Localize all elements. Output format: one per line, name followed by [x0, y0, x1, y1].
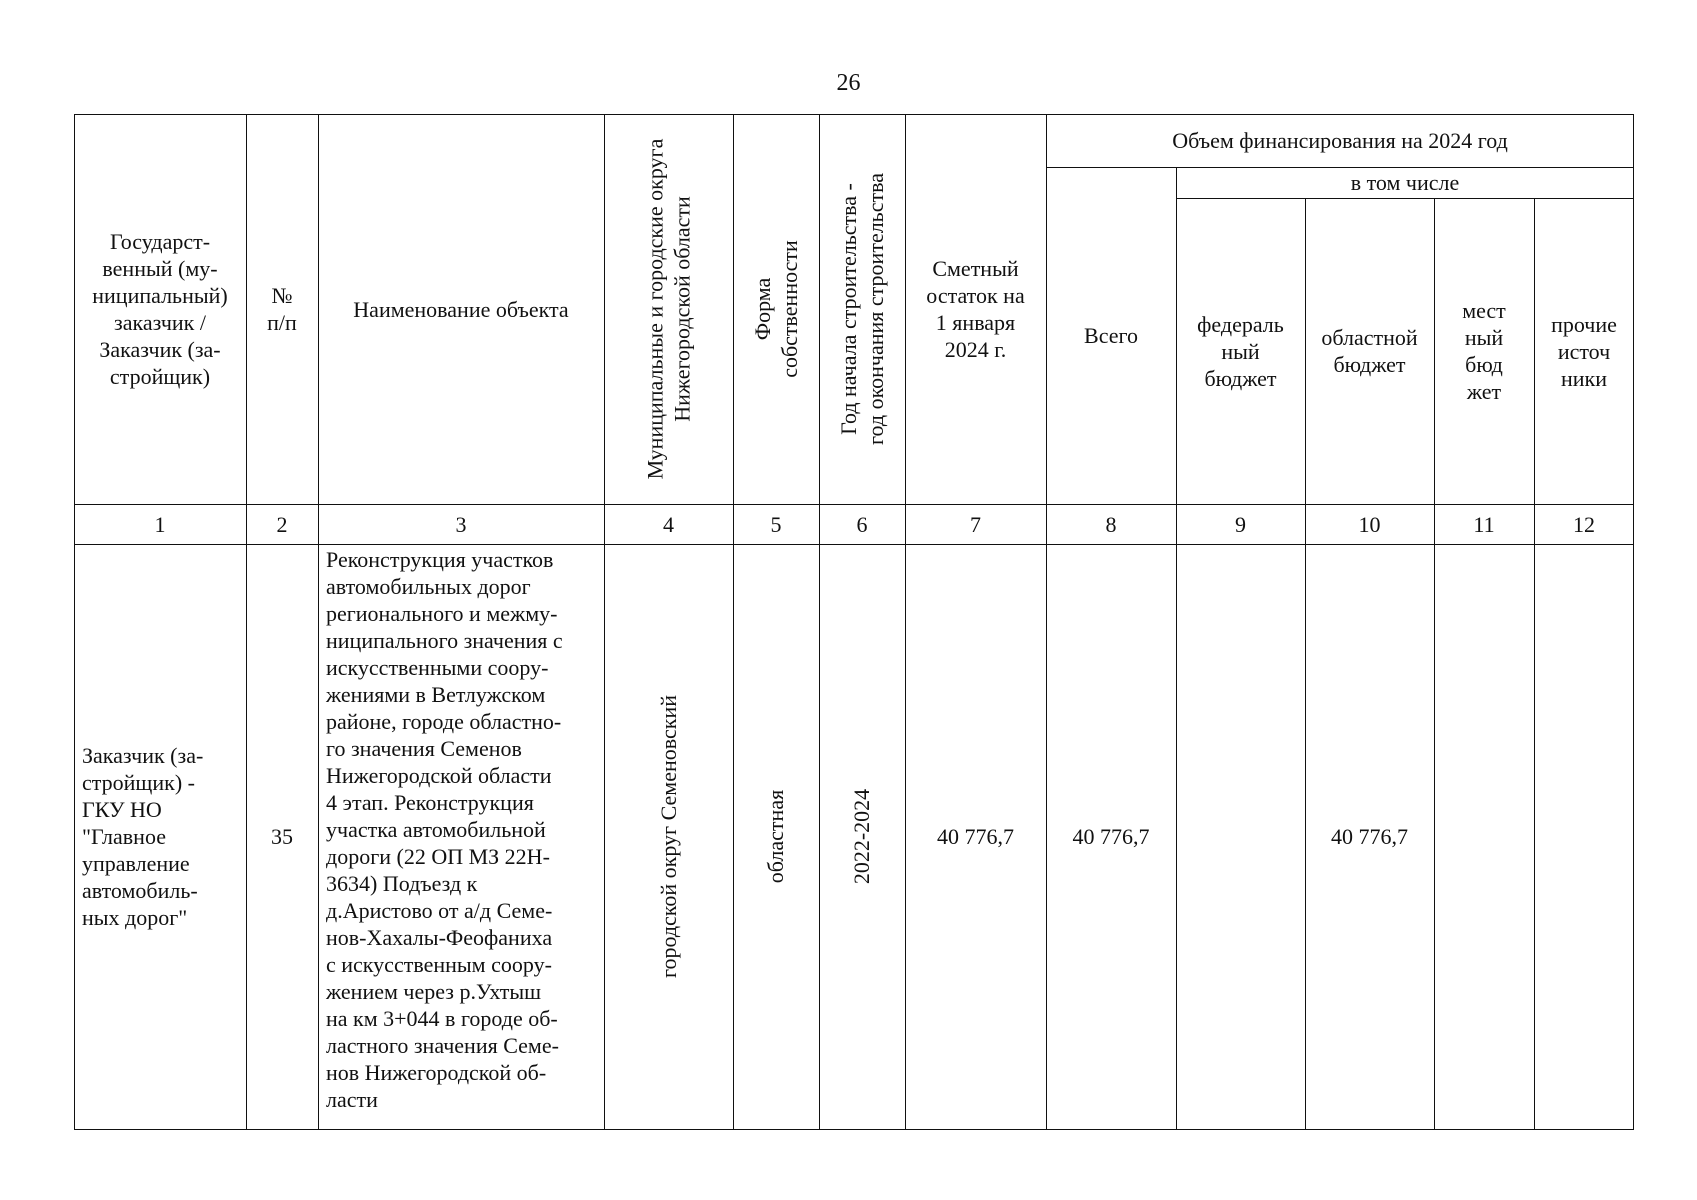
header-local: мест ный бюд жет — [1462, 298, 1506, 404]
colnum-3: 3 — [455, 511, 467, 537]
header-municipality: Муниципальные и городские округа Нижегородской области — [642, 138, 695, 480]
row-balance: 40 776,7 — [937, 824, 1014, 849]
colnum-11: 11 — [1473, 511, 1495, 537]
header-financing-group: Объем финансирования на 2024 год — [1172, 128, 1508, 153]
colnum-2: 2 — [276, 511, 288, 537]
colnum-5: 5 — [770, 511, 782, 537]
header-ownership: Форма собственности — [750, 240, 803, 378]
colnum-4: 4 — [663, 511, 674, 537]
financing-table — [74, 114, 1634, 1130]
row-municipality: городской округ Семеновский — [656, 695, 681, 978]
row-federal — [1176, 544, 1305, 1129]
colnum-10: 10 — [1358, 511, 1381, 537]
row-years: 2022-2024 — [849, 788, 875, 885]
page-number: 26 — [836, 70, 861, 96]
header-regional: областной бюджет — [1321, 325, 1418, 377]
row-customer: Заказчик (за- стройщик) - ГКУ НО "Главное управление автомобиль- ных дорог" — [82, 743, 204, 930]
row-regional: 40 776,7 — [1331, 824, 1408, 849]
colnum-1: 1 — [154, 511, 166, 537]
header-years: Год начала строительства - год окончания строительства — [836, 173, 888, 445]
row-other — [1534, 544, 1634, 1129]
header-federal: федераль ный бюджет — [1197, 311, 1284, 391]
header-object-name: Наименование объекта — [353, 296, 569, 322]
header-other: прочие источ ники — [1551, 311, 1617, 391]
colnum-9: 9 — [1235, 511, 1246, 537]
row-ownership: областная — [763, 789, 789, 884]
row-object-name: Реконструкция участков автомобильных дорог регионального и межму- ниципального значения с искусственными соору- жениями в Ветлужском районе, городе областно- го значения Семенов Нижегородской области 4 этап. Реконструкция участка автомобильной дороги (22 ОП МЗ 22Н- 3634) Подъезд к д.Аристово от а/д Семе- нов-Хахалы-Феофаниха с искусственным соору- жением через р.Ухтыш на км 3+044 в городе об- ластного значения Семе- нов Нижегородской об- ласти — [326, 547, 563, 1112]
row-local — [1434, 544, 1534, 1129]
table-border-bottom — [74, 1129, 1634, 1130]
header-total: Всего — [1084, 323, 1138, 348]
colnum-6: 6 — [856, 511, 868, 537]
header-balance: Сметный остаток на 1 января 2024 г. — [926, 256, 1025, 362]
colnum-7: 7 — [970, 511, 981, 537]
colnum-12: 12 — [1573, 511, 1595, 537]
header-including: в том числе — [1350, 170, 1460, 195]
row-number: 35 — [271, 824, 293, 849]
colnum-8: 8 — [1105, 511, 1117, 537]
header-customer: Государст- венный (му- ниципальный) заказчик / Заказчик (за- стройщик) — [92, 229, 228, 389]
row-total: 40 776,7 — [1072, 824, 1150, 849]
header-number: № п/п — [267, 283, 297, 335]
